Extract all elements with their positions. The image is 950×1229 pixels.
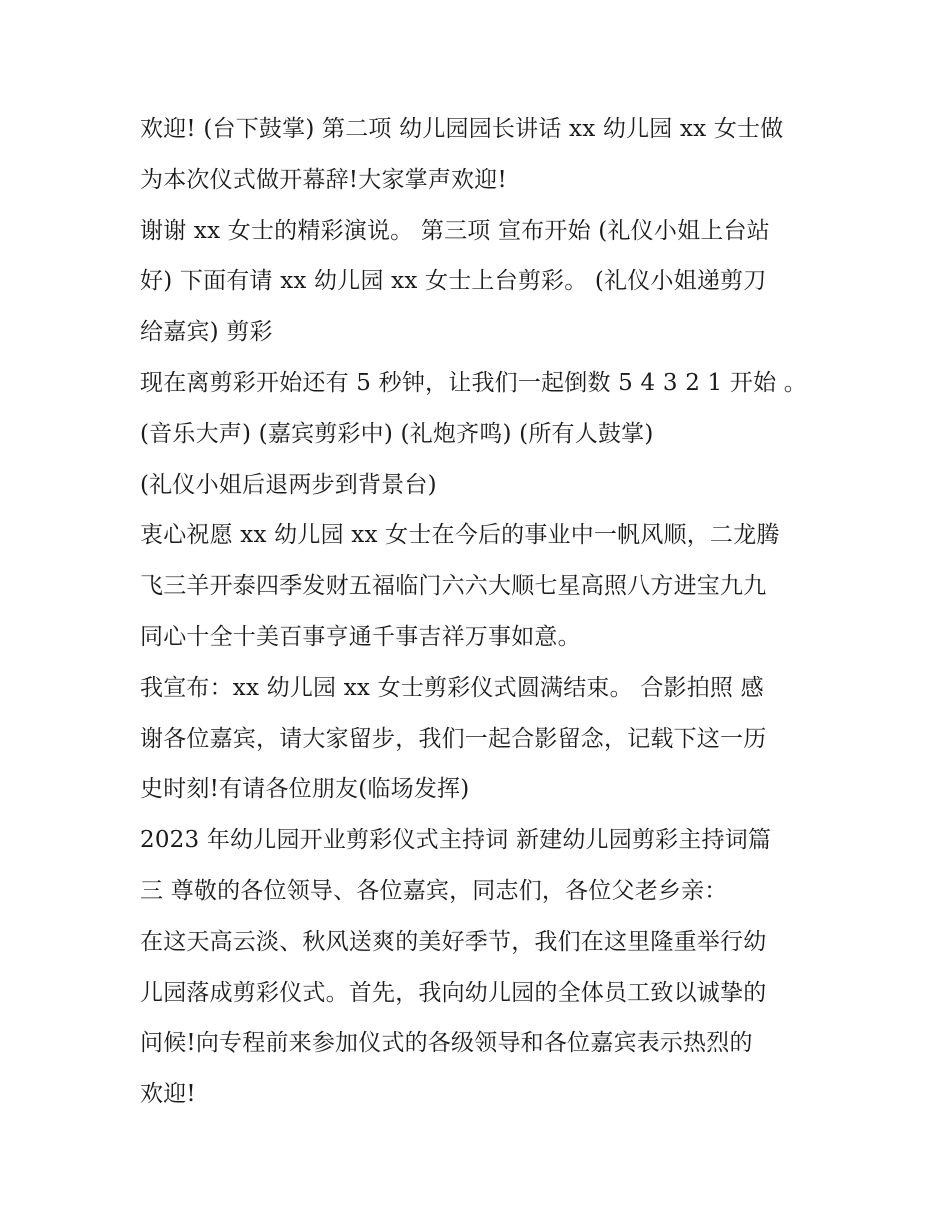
text-line: 三 尊敬的各位领导、各位嘉宾，同志们，各位父老乡亲： [140, 877, 728, 904]
text-line: 2023 年幼儿园开业剪彩仪式主持词 新建幼儿园剪彩主持词篇 [140, 827, 772, 854]
text-line: 好) 下面有请 xx 幼儿园 xx 女士上台剪彩。 (礼仪小姐递剪刀 [140, 268, 767, 295]
text-line: 在这天高云淡、秋风送爽的美好季节，我们在这里隆重举行幼 [140, 928, 767, 955]
text-line: 飞三羊开泰四季发财五福临门六六大顺七星高照八方进宝九九 [140, 573, 767, 600]
text-line: (音乐大声) (嘉宾剪彩中) (礼炮齐鸣) (所有人鼓掌) [140, 420, 654, 447]
text-line: 衷心祝愿 xx 幼儿园 xx 女士在今后的事业中一帆风顺，二龙腾 [140, 522, 780, 549]
text-line: 谢谢 xx 女士的精彩演说。 第三项 宣布开始 (礼仪小姐上台站 [140, 217, 770, 244]
document-body [140, 104, 820, 1120]
text-line: 谢各位嘉宾，请大家留步，我们一起合影留念，记载下这一历 [140, 725, 767, 752]
text-line: 史时刻!有请各位朋友(临场发挥) [140, 776, 470, 803]
text-line: 问候!向专程前来参加仪式的各级领导和各位嘉宾表示热烈的 [140, 1030, 753, 1057]
text-line: 为本次仪式做开幕辞!大家掌声欢迎! [140, 166, 507, 193]
text-line: 欢迎! [140, 1081, 196, 1108]
text-line: 同心十全十美百事亨通千事吉祥万事如意。 [140, 623, 581, 650]
text-line: (礼仪小姐后退两步到背景台) [140, 471, 437, 498]
text-line: 儿园落成剪彩仪式。首先，我向幼儿园的全体员工致以诚挚的 [140, 979, 767, 1006]
text-line: 我宣布：xx 幼儿园 xx 女士剪彩仪式圆满结束。 合影拍照 感 [140, 674, 764, 701]
text-line: 给嘉宾) 剪彩 [140, 319, 273, 346]
text-line: 欢迎! (台下鼓掌) 第二项 幼儿园园长讲话 xx 幼儿园 xx 女士做 [140, 116, 784, 142]
text-line: 现在离剪彩开始还有 5 秒钟，让我们一起倒数 5 4 3 2 1 开始 。 [140, 369, 807, 396]
